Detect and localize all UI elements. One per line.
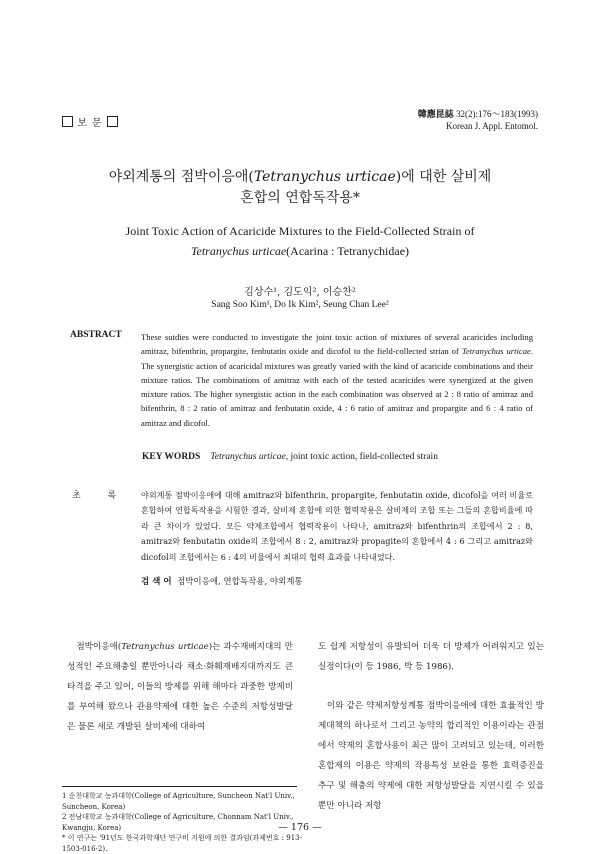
page-number: — 176 — (278, 822, 322, 833)
title-korean (40, 167, 560, 209)
footnote-2: 2 전남대학교 농과대학(College of Agriculture, Chonnam Nat'l Univ., Kwangju, Korea) (62, 813, 294, 832)
body-column-right (318, 637, 544, 816)
title-english (40, 221, 560, 261)
title-ko-line2: 혼합의 연합독작용* (240, 190, 360, 206)
title-ko-species: Tetranychus urticae (253, 169, 396, 185)
korean-abstract-label: 초 록 (72, 491, 129, 501)
abstract-text-pre: These sutdies were conducted to investigate the joint toxic action of mixtures of several acaricides including amitraz, bifenthrin, propargite, fenbutatin oxide and dicofol to the field-collected strian of (141, 332, 533, 357)
korean-keywords-label: 검 색 어 (141, 577, 172, 587)
section-label (62, 114, 118, 129)
journal-abbr: 韓應昆誌 (417, 109, 454, 119)
body-right-paragraph-1: 도 쉽게 저항성이 유발되어 더욱 더 방제가 어려워지고 있는 실정이다(이 등 1986, 박 등 1986). (318, 642, 544, 672)
title-en-species: Tetranychus urticae (190, 244, 287, 258)
keywords-rest: , joint toxic action, field-collected strain (285, 452, 438, 462)
keywords-label: KEY WORDS (142, 452, 201, 462)
keywords-species: Tetranychus urticae (210, 452, 286, 462)
footnote-rule (62, 786, 297, 787)
journal-ref: 32(2):176～183(1993) (456, 109, 538, 119)
body-column-left (67, 637, 293, 737)
korean-keywords (141, 575, 303, 587)
authors-english: Sang Soo Kim¹, Do Ik Kim², Seung Chan Lee² (211, 300, 389, 310)
keywords (142, 452, 438, 462)
footnote-1: 1 순천대학교 농과대학(College of Agriculture, Suncheon Nat'l Univ., Suncheon, Korea) (62, 792, 295, 811)
body-left-pre: 점박이응애( (76, 642, 122, 652)
body-right-paragraph-2 (318, 696, 544, 816)
abstract-text (141, 330, 533, 430)
body-left-species: Tetranychus urticae (121, 642, 209, 652)
body-left-post: )는 과수재배지대의 만성적인 주요해충일 뿐만아니라 채소·화훼재배지대까지도 큰 타격을 주고 있어, 이들의 방제를 위해 해마다 과중한 방제비를 부여해 왔으나 관용약제에 대한 높은 수준의 저항성발달은 물론 새로 개발된 살비제에 대하여 (67, 642, 293, 732)
title-ko-pre: 야외계통의 점박이응애( (108, 169, 254, 185)
checkbox-glyph-left (62, 116, 73, 127)
title-en-post: (Acarina : Tetranychidae) (286, 244, 410, 258)
abstract-text-post: . The synergistic action of acaricidal mixtures was greatly varied with the kind of acaricide combinations and their mixture ratios. The combinations of amitraz with each of the tested acaricides were synergized at the given mixture ratios. The higher synergistic action in the each combination was observed at 2 : 8 ratio of amitraz and bifenthrin, 8 : 2 ratio of amitraz and fenbutatin oxide, 4 : 6 ratio of amitraz and propargite and 6 : 4 ratio of amitraz and dicofol. (141, 346, 534, 428)
checkbox-glyph-right (107, 116, 118, 127)
authors-korean: 김상수¹, 김도익², 이승찬² (244, 287, 356, 298)
abstract-label: ABSTRACT (70, 330, 122, 340)
abstract-species: Tetranychus urticae (461, 346, 531, 357)
title-ko-post: )에 대한 살비제 (395, 169, 492, 185)
journal-name-en: Korean J. Appl. Entomol. (446, 121, 538, 131)
section-label-text: 보 문 (77, 118, 103, 129)
korean-keywords-text: 점박이응애, 연합독작용, 야외계통 (176, 577, 303, 587)
title-en-line1: Joint Toxic Action of Acaricide Mixtures to the Field-Collected Strain of (125, 224, 475, 238)
footnote-3: * 이 연구는 '91년도 한국과학재단 연구비 지원에 의한 결과임(과제번호 : 913-1503-016-2). (62, 834, 302, 853)
korean-abstract-text: 야외계통 점박이응애에 대해 amitraz와 bifenthrin, propargite, fenbutatin oxide, dicofol을 여러 비율로 혼합하여 연합독작용을 시험한 결과, 살비제 혼합에 의한 협력작용은 살비제의 조합 또는 그들의 혼합비율에 따라 큰 차이가 있었다. 모든 약제조합에서 협력작용이 나타나, amitraz와 bifenthrin의 조합에서 2 : 8, amitraz와 fenbutatin oxide의 조합에서 8 : 2, amitraz와 propagite의 혼합에서 4 : 6 그리고 amitraz와 dicofol의 조합에서는 6 : 4의 비율에서 최대의 협력 효과를 나타내었다. (141, 490, 533, 562)
journal-citation (418, 108, 538, 132)
body-right-paragraph-2-text: 이와 같은 약제저항성계통 점박이응애에 대한 효율적인 방제대책의 하나로서 그리고 농약의 합리적인 이용이라는 관점에서 약제의 혼합사용이 최근 많이 고려되고 있는데, 이러한 혼합제의 이용은 약제의 작용특성 보완을 통한 효력증진을 추구 및 해충의 약제에 대한 저항성발달을 지연시킬 수 있을 뿐만 아니라 저항 (318, 701, 544, 811)
